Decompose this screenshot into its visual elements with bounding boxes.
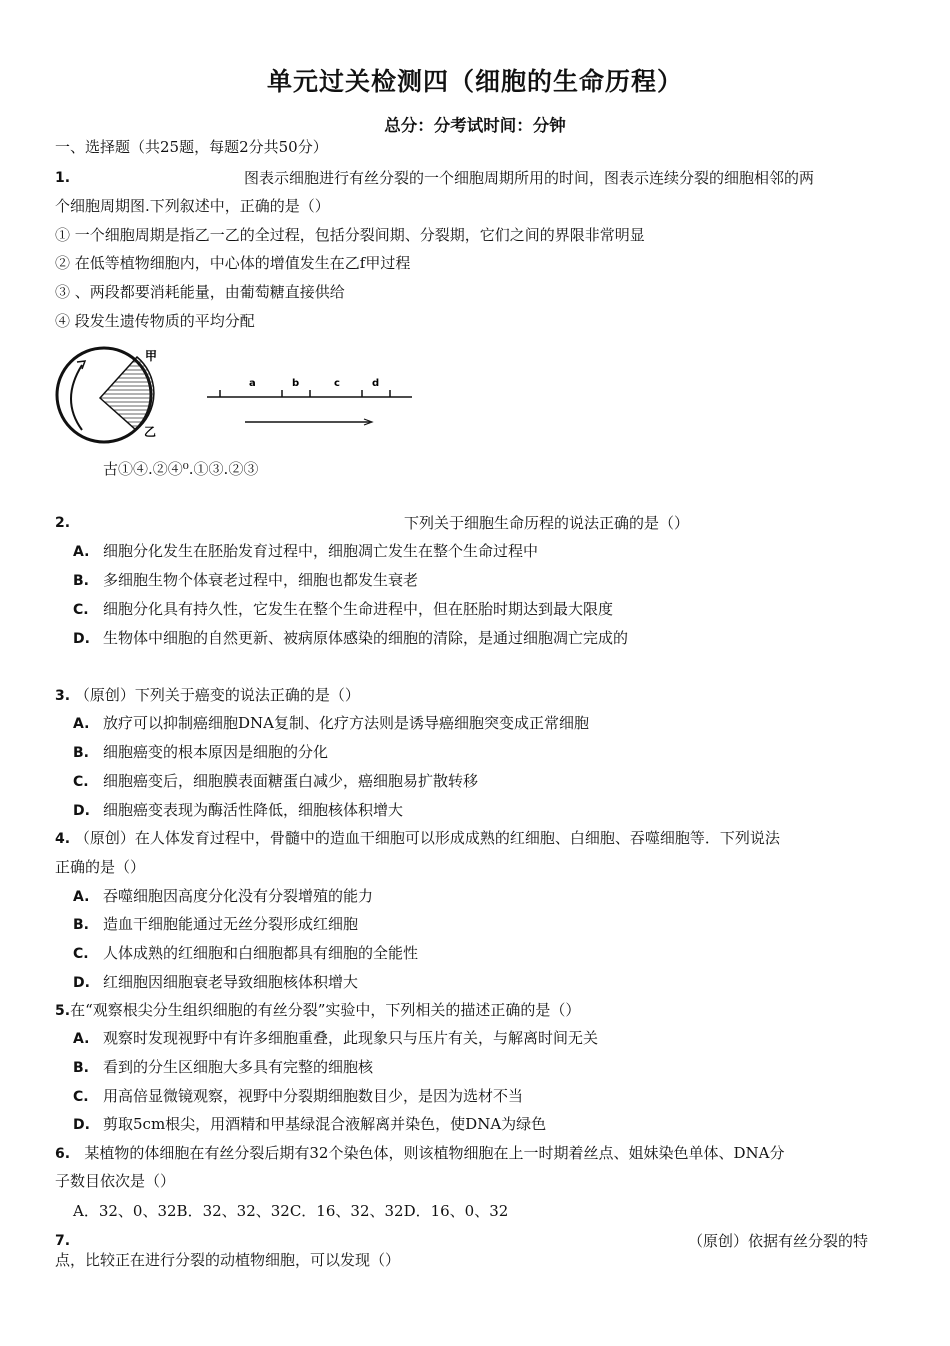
- option-text: 细胞分化具有持久性，它发生在整个生命进程中，但在胚胎时期达到最大限度: [103, 600, 614, 618]
- q6-answer-choices: A．32、0、32B．32、32、32C．16、32、32D．16、0、32: [73, 1202, 509, 1220]
- q3-option-d: [73, 800, 403, 821]
- q7-text-cont: 点，比较正在进行分裂的动植物细胞，可以发现（）: [55, 1251, 401, 1269]
- option-label: A.: [73, 1031, 90, 1047]
- option-label: B.: [73, 745, 89, 761]
- q2-option-d: [73, 628, 628, 649]
- option-label: B.: [73, 1060, 89, 1076]
- option-label: B.: [73, 917, 89, 933]
- q2-number: 2.: [55, 515, 71, 531]
- q5-text: 在“观察根尖分生组织细胞的有丝分裂”实验中，下列相关的描述正确的是（）: [70, 1001, 581, 1019]
- q4-option-a: [73, 886, 373, 907]
- option-label: C.: [73, 1089, 89, 1105]
- option-text: 吞噬细胞因高度分化没有分裂增殖的能力: [103, 887, 374, 905]
- q3-option-b: [73, 742, 328, 763]
- option-text: 细胞癌变的根本原因是细胞的分化: [103, 743, 329, 761]
- option-text: 细胞癌变表现为酶活性降低，细胞核体积增大: [103, 801, 404, 819]
- q5-option-c: [73, 1086, 523, 1107]
- q4-stem: [55, 828, 780, 849]
- q7-number: 7.: [55, 1233, 71, 1249]
- option-text: 放疗可以抑制癌细胞DNA复制、化疗方法则是诱导癌细胞突变成正常细胞: [103, 714, 589, 732]
- option-label: C.: [73, 946, 89, 962]
- q1-text: 图表示细胞进行有丝分裂的一个细胞周期所用的时间，图表示连续分裂的细胞相邻的两: [244, 169, 815, 187]
- q4-number: 4.: [55, 831, 71, 847]
- q1-text-cont: 个细胞周期图.下列叙述中，正确的是（）: [55, 197, 330, 215]
- option-label: C.: [73, 602, 89, 618]
- q4-option-c: [73, 943, 418, 964]
- q5-option-a: [73, 1028, 598, 1049]
- segment-label-a: a: [249, 378, 256, 389]
- option-text: 观察时发现视野中有许多细胞重叠，此现象只与压片有关，与解离时间无关: [103, 1029, 599, 1047]
- q6-text: 某植物的体细胞在有丝分裂后期有32个染色体，则该植物细胞在上一时期着丝点、姐妹染色单体、DNA分: [84, 1144, 785, 1162]
- q3-stem: [55, 685, 360, 706]
- score-time-line: 总分：分考试时间：分钟: [384, 116, 566, 135]
- option-text: 人体成熟的红细胞和白细胞都具有细胞的全能性: [103, 944, 419, 962]
- q3-option-c: [73, 771, 478, 792]
- segment-label-b: b: [292, 378, 300, 389]
- q6-stem: [55, 1143, 784, 1164]
- option-label: D.: [73, 803, 90, 819]
- option-label: D.: [73, 631, 90, 647]
- q3-number: 3.: [55, 688, 71, 704]
- option-text: 看到的分生区细胞大多具有完整的细胞核: [103, 1058, 374, 1076]
- q1-statement-4: ④ 段发生遗传物质的平均分配: [55, 312, 255, 330]
- q1-answer-choices: 古①④.②④⁰.①③.②③: [103, 460, 259, 478]
- segment-line-diagram: [207, 390, 412, 425]
- q3-text: （原创）下列关于癌变的说法正确的是（）: [74, 686, 360, 704]
- q6-text-cont: 子数目依次是（）: [55, 1172, 176, 1190]
- option-text: 造血干细胞能通过无丝分裂形成红细胞: [103, 915, 359, 933]
- option-label: A.: [73, 544, 90, 560]
- label-yi: 乙: [144, 425, 157, 439]
- page-title: 单元过关检测四（细胞的生命历程）: [266, 67, 683, 96]
- option-text: 生物体中细胞的自然更新、被病原体感染的细胞的清除，是通过细胞凋亡完成的: [103, 629, 629, 647]
- q7-text: （原创）依据有丝分裂的特: [688, 1232, 869, 1250]
- q5-number: 5.: [55, 1003, 71, 1019]
- q5-option-b: [73, 1057, 373, 1078]
- q2-option-b: [73, 570, 418, 591]
- q4-text-cont: 正确的是（）: [55, 858, 146, 876]
- q4-text: （原创）在人体发育过程中，骨髓中的造血干细胞可以形成成熟的红细胞、白细胞、吞噬细胞等．下列说法: [74, 829, 780, 847]
- q5-stem: [55, 1000, 580, 1021]
- cell-cycle-circle: [57, 348, 157, 442]
- q2-option-a: [73, 541, 538, 562]
- q1-statement-3: ③ 、两段都要消耗能量，由葡萄糖直接供给: [55, 283, 345, 301]
- option-text: 用高倍显微镜观察，视野中分裂期细胞数目少，是因为选材不当: [103, 1087, 524, 1105]
- segment-label-c: c: [334, 378, 340, 389]
- option-label: D.: [73, 1117, 90, 1133]
- option-text: 红细胞因细胞衰老导致细胞核体积增大: [103, 973, 359, 991]
- q2-option-c: [73, 599, 613, 620]
- option-label: A.: [73, 716, 90, 732]
- q4-option-b: [73, 914, 358, 935]
- q1-statement-1: ① 一个细胞周期是指乙一乙的全过程，包括分裂间期、分裂期，它们之间的界限非常明显: [55, 226, 645, 244]
- q3-option-a: [73, 713, 589, 734]
- q5-option-d: [73, 1114, 546, 1135]
- cell-cycle-figure: [52, 340, 432, 460]
- option-label: A.: [73, 889, 90, 905]
- option-label: B.: [73, 573, 89, 589]
- q2-text: 下列关于细胞生命历程的说法正确的是（）: [404, 514, 690, 532]
- option-text: 细胞分化发生在胚胎发育过程中，细胞凋亡发生在整个生命过程中: [103, 542, 539, 560]
- q1-statement-2: ② 在低等植物细胞内，中心体的增值发生在乙f甲过程: [55, 254, 411, 272]
- q1-number: 1.: [55, 170, 71, 186]
- q6-number: 6.: [55, 1146, 71, 1162]
- label-jia: 甲: [145, 349, 158, 363]
- option-text: 细胞癌变后，细胞膜表面糖蛋白减少，癌细胞易扩散转移: [103, 772, 479, 790]
- option-label: C.: [73, 774, 89, 790]
- option-label: D.: [73, 975, 90, 991]
- segment-label-d: d: [372, 378, 380, 389]
- option-text: 多细胞生物个体衰老过程中，细胞也都发生衰老: [103, 571, 419, 589]
- q4-option-d: [73, 972, 358, 993]
- section-heading: 一、选择题（共25题，每题2分共50分）: [55, 138, 328, 156]
- option-text: 剪取5cm根尖，用酒精和甲基绿混合液解离并染色，使DNA为绿色: [103, 1115, 547, 1133]
